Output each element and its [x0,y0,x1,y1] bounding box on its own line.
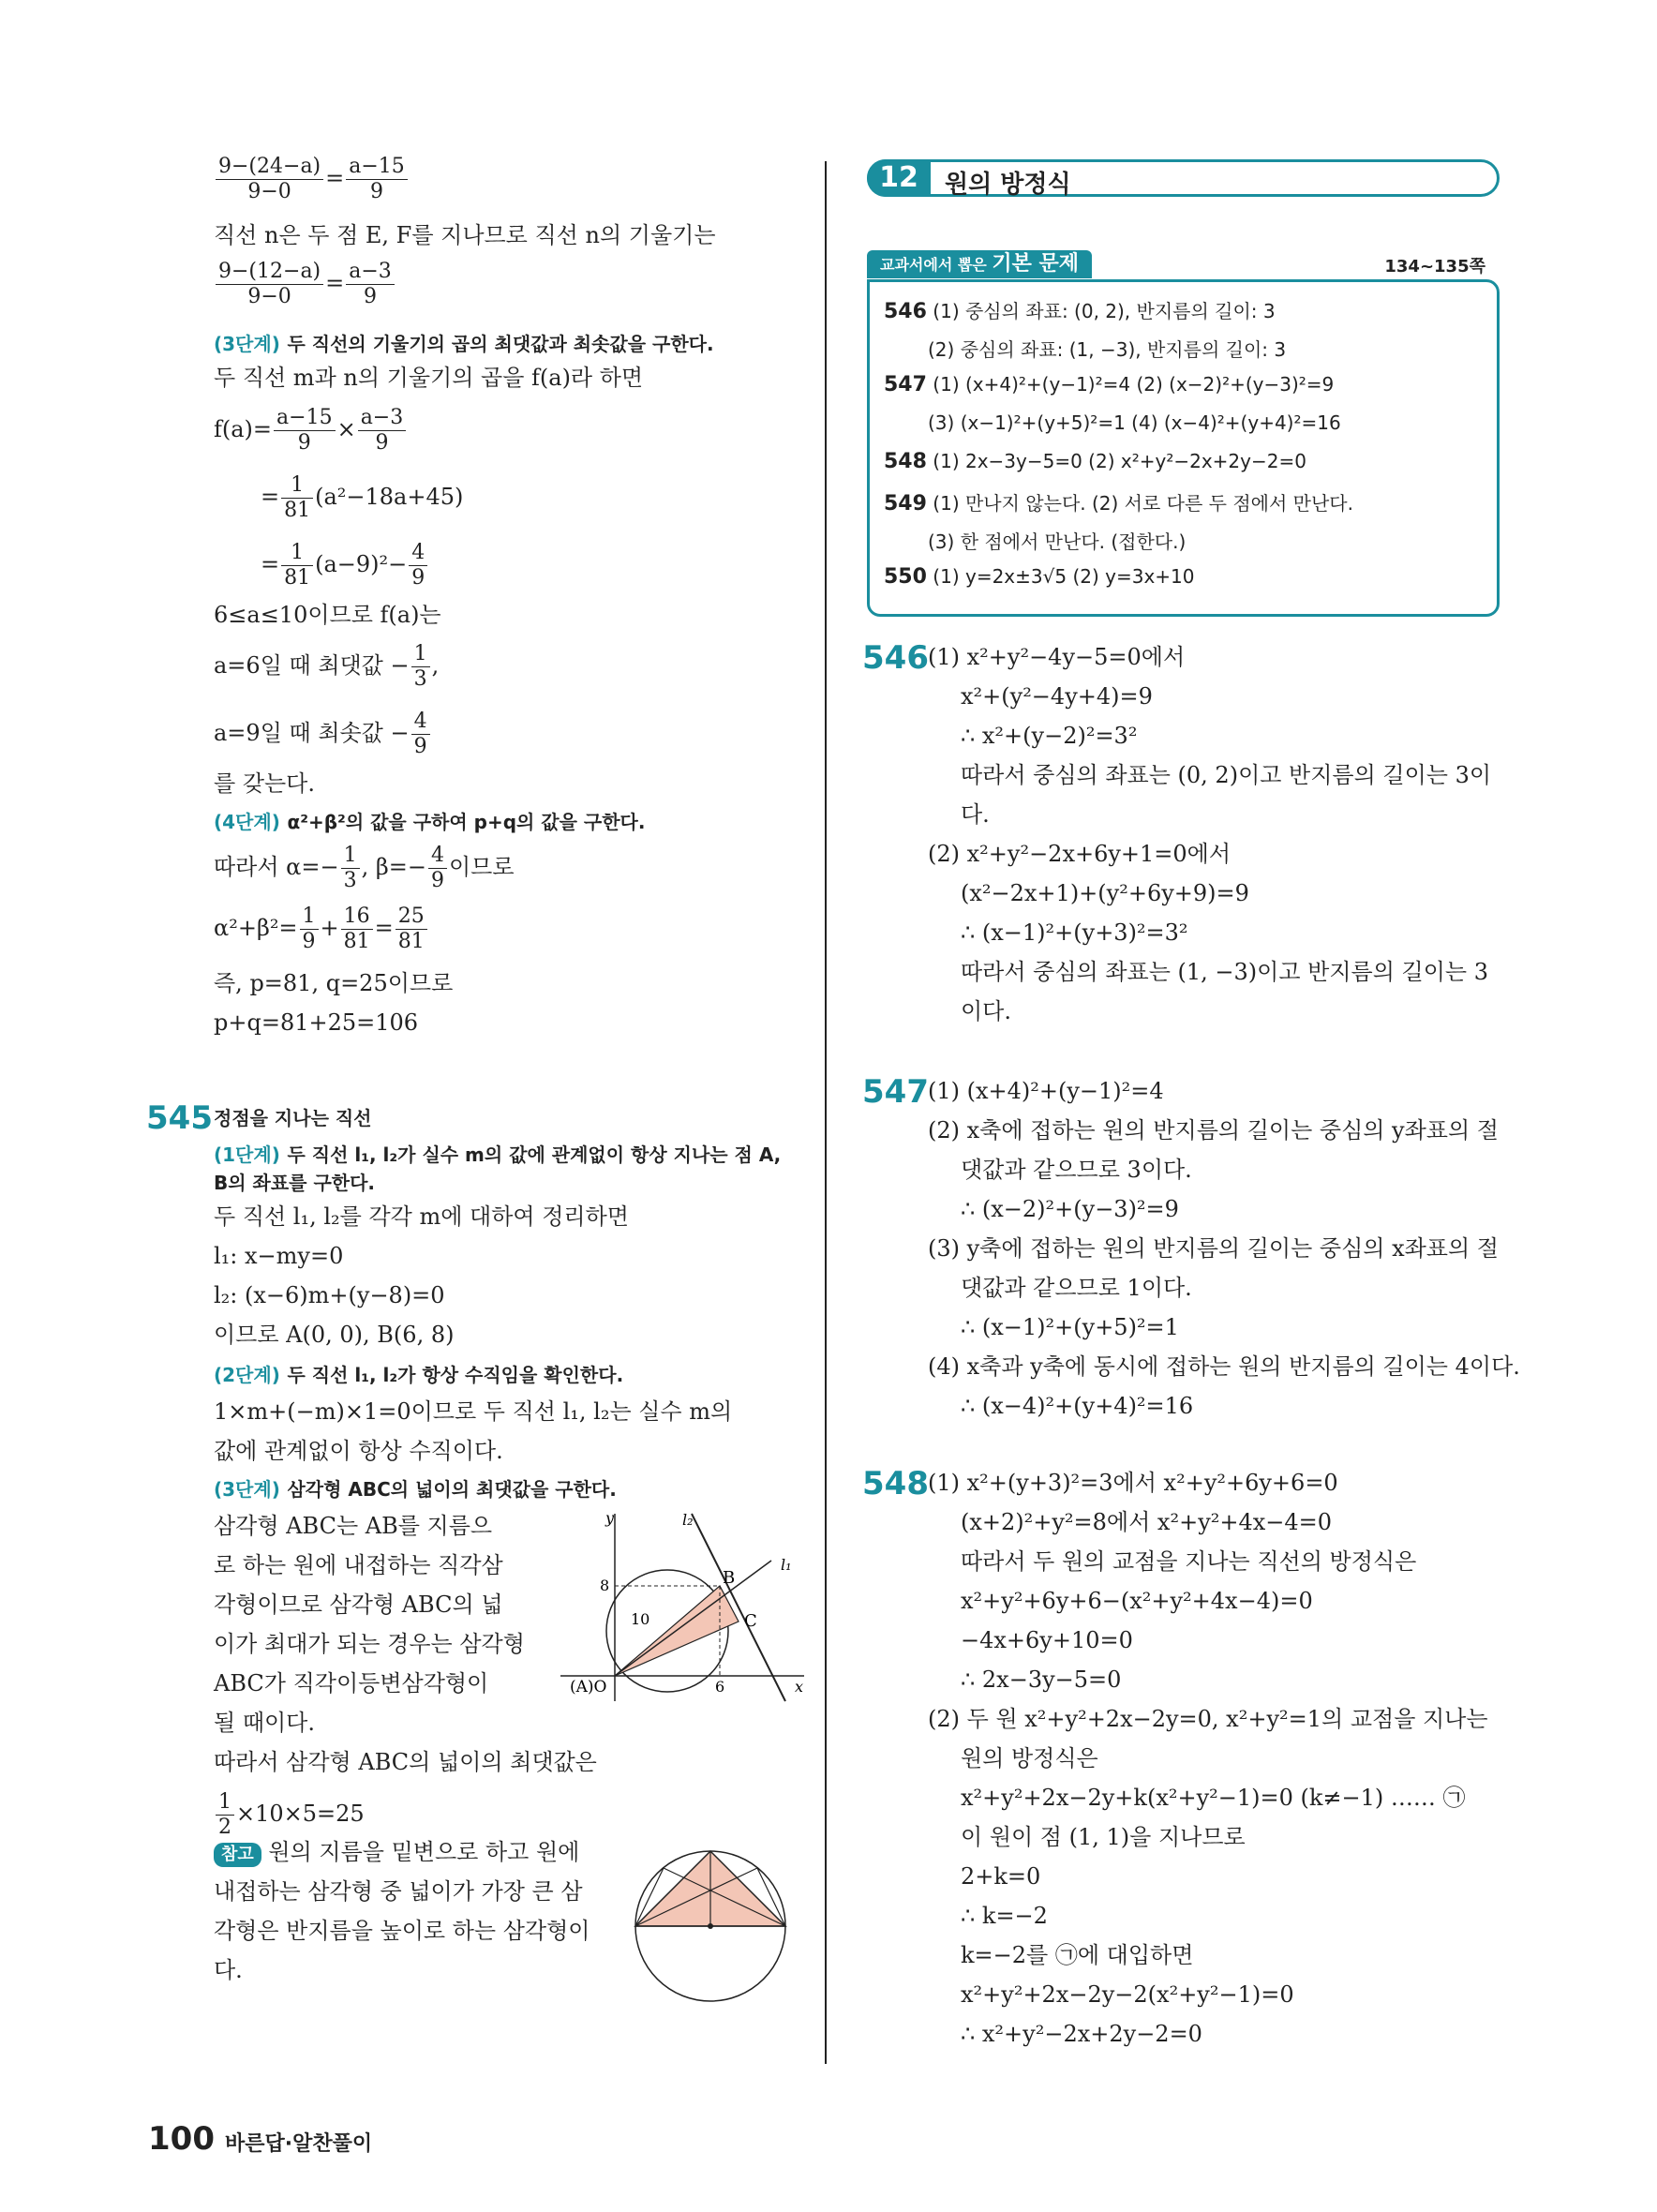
answer-row: (3) (x−1)²+(y+5)²=1 (4) (x−4)²+(y+4)²=16 [928,411,1341,434]
text-line: p+q=81+25=106 [214,1009,419,1036]
text-line: −4x+6y+10=0 [961,1627,1133,1653]
fig-label-l2: l₂ [682,1511,694,1529]
text-line: 를 갖는다. [214,770,315,797]
answer-row: 548 (1) 2x−3y−5=0 (2) x²+y²−2x+2y−2=0 [884,450,1306,473]
fig-label-8: 8 [600,1577,610,1594]
step-2-heading: (2단계) 두 직선 l₁, l₂가 항상 수직임을 확인한다. [214,1364,624,1386]
fig-label-6: 6 [715,1678,725,1696]
text-line: (x+2)²+y²=8에서 x²+y²+4x−4=0 [961,1509,1333,1535]
text-line: 1×m+(−m)×1=0이므로 두 직선 l₁, l₂는 실수 m의 [214,1398,733,1425]
fig-label-x: x [795,1678,804,1696]
text-line: 로 하는 원에 내접하는 직각삼 [214,1552,503,1578]
note-line: 참고 원의 지름을 밑변으로 하고 원에 [214,1837,579,1867]
text-line: 이다. [961,998,1011,1024]
text-line: (x²−2x+1)+(y²+6y+9)=9 [961,880,1249,906]
fig-label-AO: (A)O [570,1678,607,1696]
answer-row: 550 (1) y=2x±3√5 (2) y=3x+10 [884,565,1195,589]
text-line: 따라서 두 원의 교점을 지나는 직선의 방정식은 [961,1548,1417,1575]
text-line: 각형이므로 삼각형 ABC의 넓 [214,1592,503,1618]
text-line: ∴ k=−2 [961,1903,1048,1929]
section-number: 12 [867,159,931,197]
step-4-heading: (4단계) α²+β²의 값을 구하여 p+q의 값을 구한다. [214,811,646,833]
text-line: (1) x²+(y+3)²=3에서 x²+y²+6y+6=0 [928,1470,1338,1496]
text-line: 삼각형 ABC는 AB를 지름으 [214,1513,493,1539]
area-line: $\frac{1}{2}$ ×10×5=25 [214,1790,365,1840]
text-line: ∴ (x−1)²+(y+3)²=3² [961,919,1188,946]
answer-row: 547 (1) (x+4)²+(y−1)²=4 (2) (x−2)²+(y−3)²=9 [884,373,1335,396]
page-number: 100 [148,2120,215,2158]
text-line: ∴ (x−2)²+(y−3)²=9 [961,1196,1179,1222]
text-line: 이 원이 점 (1, 1)을 지나므로 [961,1824,1246,1850]
text-line: l₂: (x−6)m+(y−8)=0 [214,1282,445,1308]
step-3-heading: (3단계) 두 직선의 기울기의 곱의 최댓값과 최솟값을 구한다. [214,333,714,355]
text-line: (1) (x+4)²+(y−1)²=4 [928,1078,1164,1104]
answer-row: 549 (1) 만나지 않는다. (2) 서로 다른 두 점에서 만난다. [884,492,1353,516]
page-reference: 134~135쪽 [1384,257,1485,276]
fig-label-l1: l₁ [781,1556,792,1574]
text-line: 다. [214,1957,243,1983]
section-header [867,159,1500,197]
text-line: 2+k=0 [961,1863,1041,1890]
text-line: 이가 최대가 되는 경우는 삼각형 [214,1631,525,1657]
step-1-heading: (1단계) 두 직선 l₁, l₂가 실수 m의 값에 관계없이 항상 지나는 점 A, [214,1143,782,1166]
text-line: x²+y²+2x−2y+k(x²+y²−1)=0 (k≠−1) …… ㉠ [961,1785,1466,1811]
text-line: ∴ 2x−3y−5=0 [961,1666,1122,1693]
text-line: 다. [961,801,990,828]
text-line: x²+y²+6y+6−(x²+y²+4x−4)=0 [961,1588,1313,1614]
fig-label-10: 10 [631,1610,650,1628]
text-line: (2) x²+y²−2x+6y+1=0에서 [928,841,1232,867]
text-line: ABC가 직각이등변삼각형이 [214,1670,489,1696]
alpha-beta-line: 따라서 α=− $\frac{1}{3}$ , β=− $\frac{4}{9}$ 이므로 [214,844,515,892]
text-line: 두 직선 l₁, l₂를 각각 m에 대하여 정리하면 [214,1203,629,1230]
text-line: 따라서 중심의 좌표는 (0, 2)이고 반지름의 길이는 3이 [961,762,1492,788]
problem-number-547: 547 [862,1073,929,1111]
text-line: 댓값과 같으므로 1이다. [961,1275,1192,1301]
text-line: 즉, p=81, q=25이므로 [214,970,454,996]
note-tag: 참고 [214,1843,261,1867]
text-line: (3) y축에 접하는 원의 반지름의 길이는 중심의 x좌표의 절 [928,1235,1499,1262]
text-line: 내접하는 삼각형 중 넓이가 가장 큰 삼 [214,1878,583,1905]
problem-545-title: 정점을 지나는 직선 [214,1107,372,1129]
footer-title: 바른답·알찬풀이 [225,2132,373,2156]
text-line: 댓값과 같으므로 3이다. [961,1157,1192,1183]
basic-problems-tab: 교과서에서 뽑은 기본 문제 [867,250,1092,278]
text-line: ∴ (x−1)²+(y+5)²=1 [961,1314,1179,1340]
text-line: (1) x²+y²−4y−5=0에서 [928,644,1186,670]
text-line: 값에 관계없이 항상 수직이다. [214,1438,503,1464]
answer-row: 546 (1) 중심의 좌표: (0, 2), 반지름의 길이: 3 [884,300,1276,323]
answer-row: (3) 한 점에서 만난다. (접한다.) [928,531,1187,553]
column-divider [825,161,827,2064]
text-line: x²+(y²−4y+4)=9 [961,683,1153,710]
text-line: 될 때이다. [214,1710,315,1736]
text-line: l₁: x−my=0 [214,1243,344,1269]
text-line: k=−2를 ㉠에 대입하면 [961,1942,1194,1968]
fig-label-y: y [605,1509,615,1527]
eq-slope-m: $\frac{9-(24-a)}{9-0}$ = $\frac{a-15}{9}$ [214,155,410,204]
sum-line: α²+β²= $\frac{1}{9}$ + $\frac{16}{81}$ = $\frac{25}{81}$ [214,904,429,954]
text-line: 따라서 삼각형 ABC의 넓이의 최댓값은 [214,1749,597,1775]
geometry-figure-545 [551,1504,814,1711]
text-line: x²+y²+2x−2y−2(x²+y²−1)=0 [961,1981,1294,2008]
eq-line-3: = $\frac{1}{81}$ (a−9)²− $\frac{4}{9}$ [261,541,429,590]
fig-label-C: C [744,1611,757,1631]
problem-number-545: 545 [146,1099,213,1137]
eq-slope-n: $\frac{9-(12-a)}{9-0}$ = $\frac{a-3}{9}$ [214,260,396,309]
text-line: (4) x축과 y축에 동시에 접하는 원의 반지름의 길이는 4이다. [928,1353,1520,1380]
problem-number-546: 546 [862,639,929,677]
step-1-heading-cont: B의 좌표를 구한다. [214,1172,376,1194]
step-3-heading-545: (3단계) 삼각형 ABC의 넓이의 최댓값을 구한다. [214,1478,617,1501]
text-line: ∴ x²+(y−2)²=3² [961,723,1138,749]
text-line: 두 직선 m과 n의 기울기의 곱을 f(a)라 하면 [214,365,644,391]
text-line: 6≤a≤10이므로 f(a)는 [214,602,441,628]
note-figure [626,1842,795,2010]
problem-number-548: 548 [862,1465,929,1502]
text-line: 직선 n은 두 점 E, F를 지나므로 직선 n의 기울기는 [214,222,716,248]
eq-line-2: = $\frac{1}{81}$ (a²−18a+45) [261,473,464,522]
text-line: 이므로 A(0, 0), B(6, 8) [214,1322,455,1348]
max-line: a=6일 때 최댓값 − $\frac{1}{3}$ , [214,642,440,691]
min-line: a=9일 때 최솟값 − $\frac{4}{9}$ [214,710,432,759]
text-line: (2) 두 원 x²+y²+2x−2y=0, x²+y²=1의 교점을 지나는 [928,1706,1488,1732]
text-line: ∴ x²+y²−2x+2y−2=0 [961,2021,1202,2047]
fig-label-B: B [723,1568,736,1588]
section-title: 원의 방정식 [945,171,1071,199]
text-line: 각형은 반지름을 높이로 하는 삼각형이 [214,1918,590,1944]
text-line: 원의 방정식은 [961,1745,1098,1771]
answer-box [867,279,1500,617]
text-line: 따라서 중심의 좌표는 (1, −3)이고 반지름의 길이는 3 [961,959,1488,985]
eq-f-def: f(a)= $\frac{a-15}{9}$ × $\frac{a-3}{9}$ [214,406,408,456]
text-line: ∴ (x−4)²+(y+4)²=16 [961,1393,1194,1419]
answer-row: (2) 중심의 좌표: (1, −3), 반지름의 길이: 3 [928,338,1287,361]
text-line: (2) x축에 접하는 원의 반지름의 길이는 중심의 y좌표의 절 [928,1117,1499,1143]
